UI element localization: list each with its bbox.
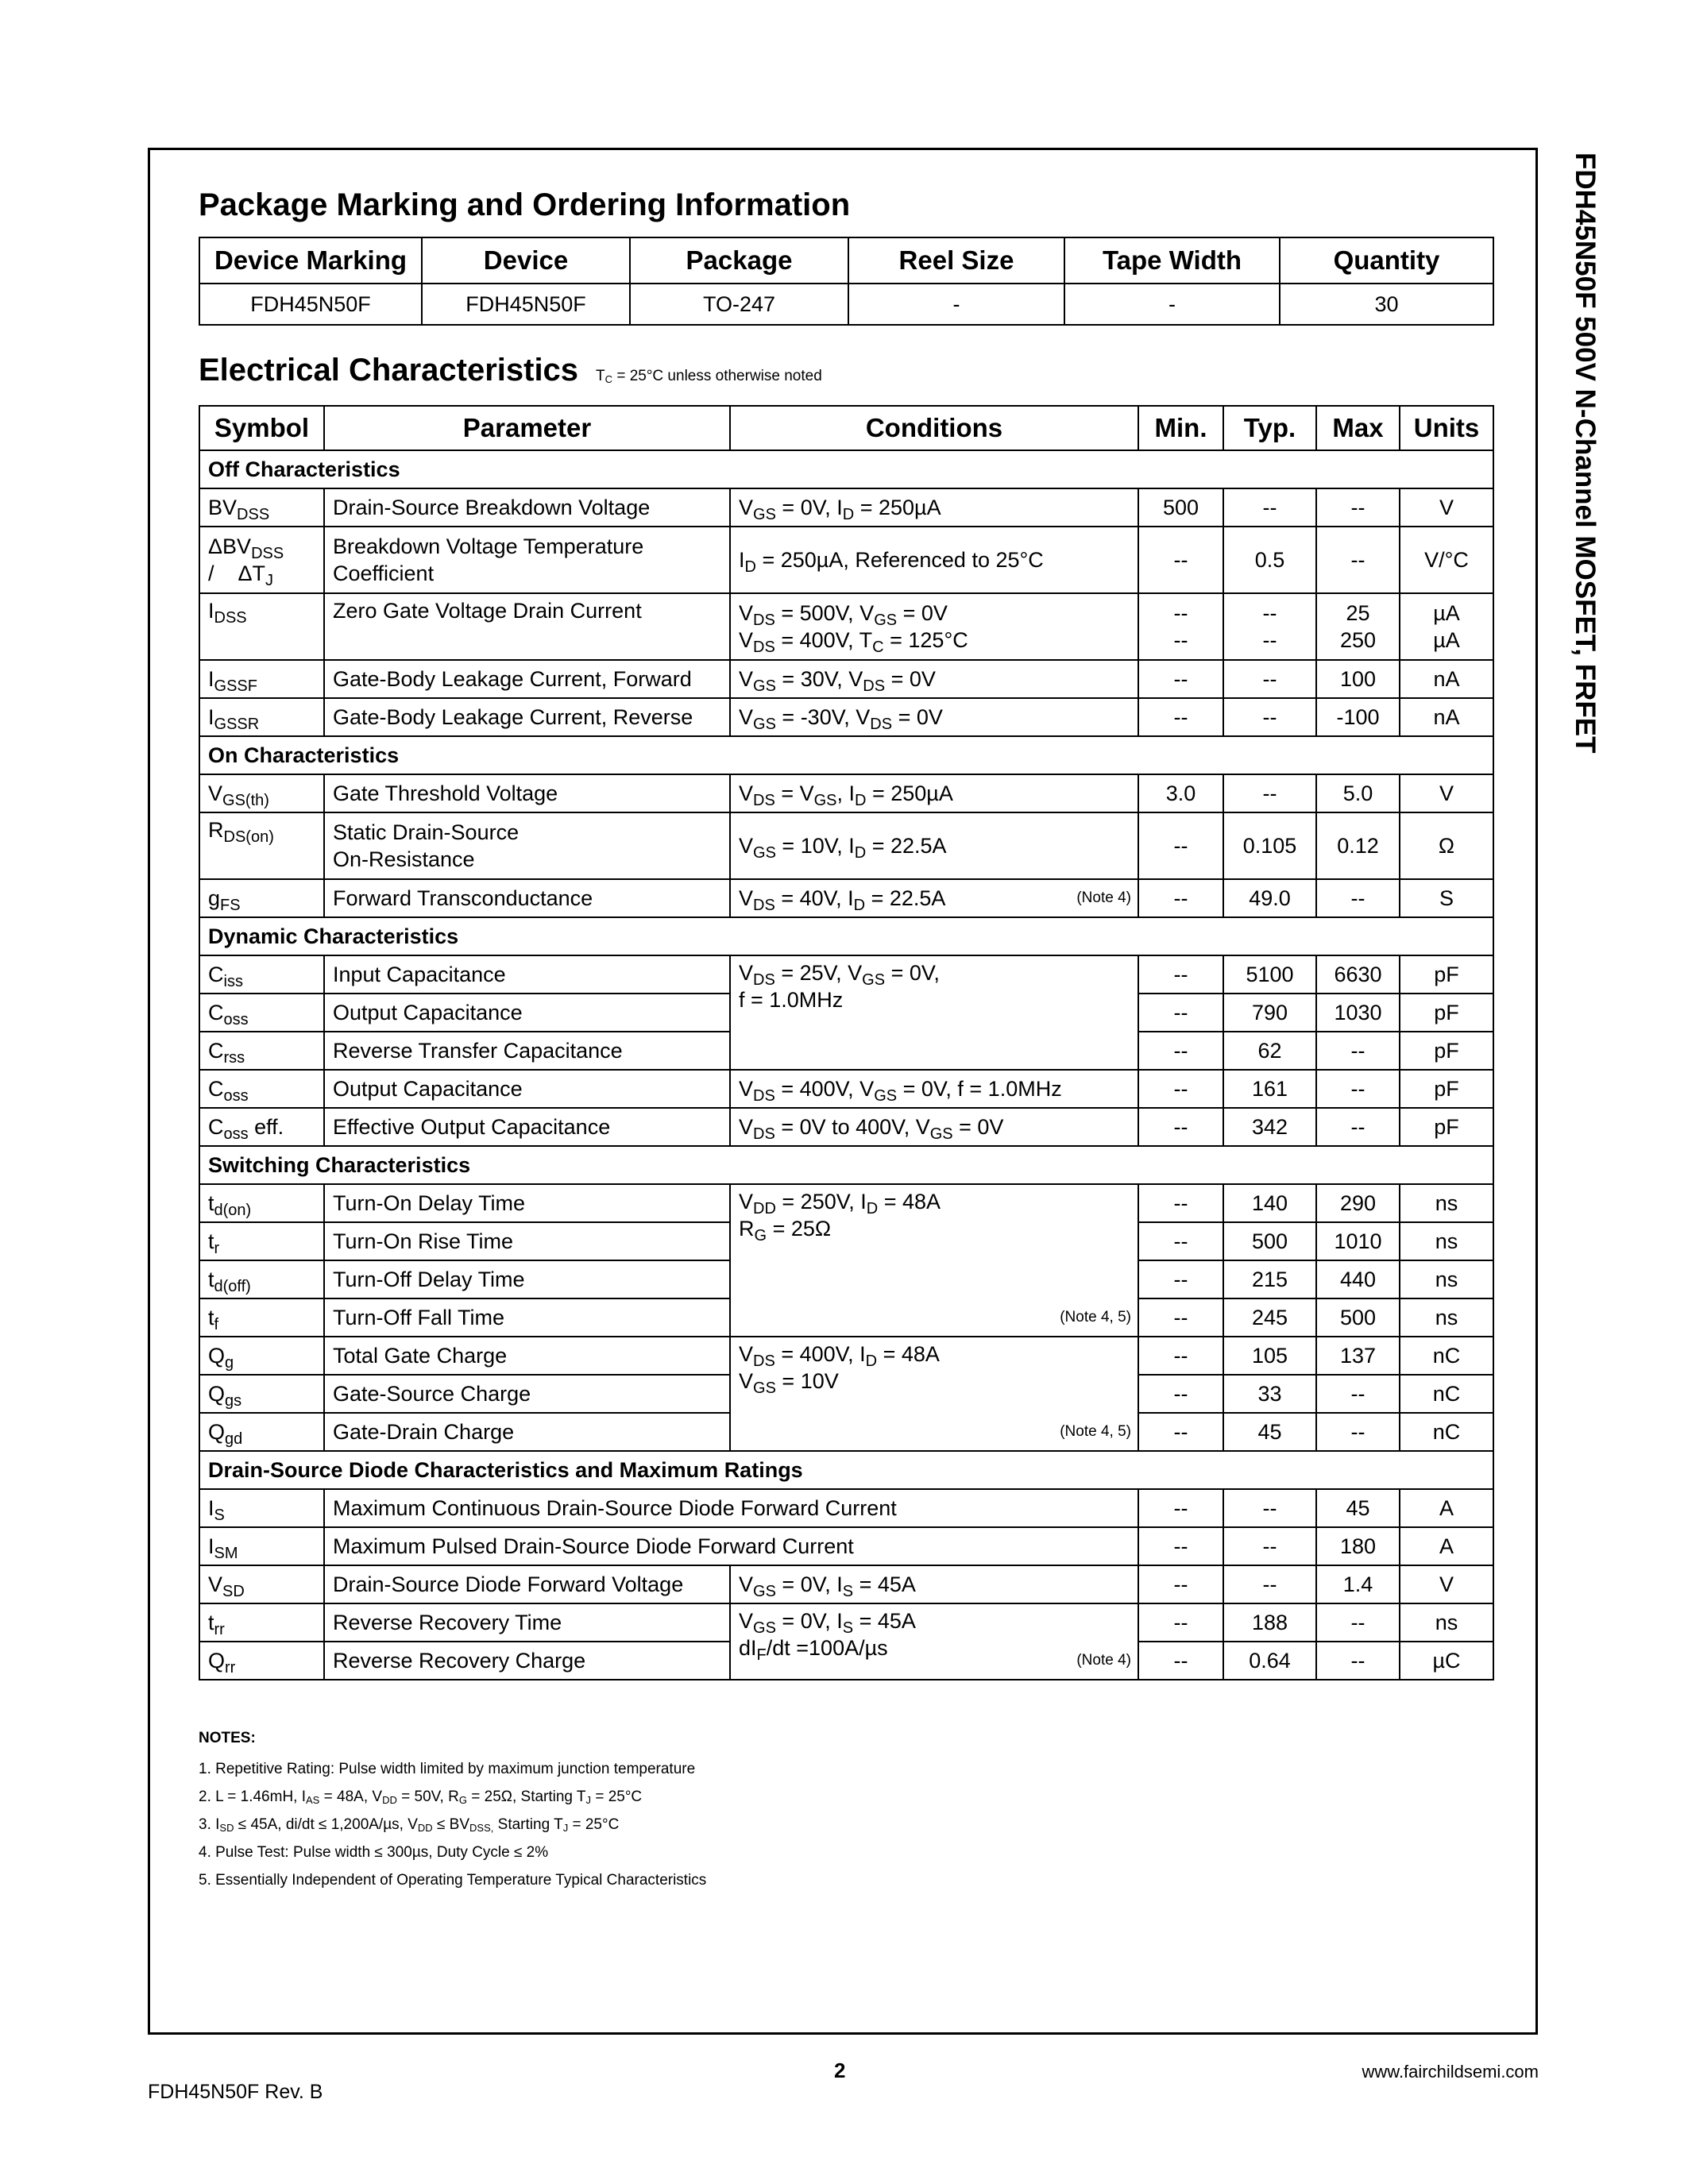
header-conditions: Conditions	[730, 406, 1138, 450]
table-row	[199, 660, 1493, 698]
min-cell: 3.0	[1138, 774, 1223, 812]
max-cell: 6630	[1316, 955, 1400, 994]
typ-cell: --	[1223, 1489, 1316, 1527]
cond-cell: $V_{GS} = 0V$, $I_S = 45A$ $dI_F/dt =100A/\mu s$ (Note 4)	[730, 1603, 1138, 1680]
table-row	[199, 1527, 1493, 1565]
cell-tape-width: -	[1064, 284, 1280, 325]
typ-cell: 0.5	[1223, 527, 1316, 593]
min-cell: --	[1138, 1413, 1223, 1451]
symbol-qgd: $Q_{gd}$	[199, 1413, 324, 1451]
param-cell: Turn-Off Delay Time	[324, 1260, 730, 1298]
param-cell: Breakdown Voltage Temperature Coefficient	[324, 527, 730, 593]
unit-cell: A	[1400, 1527, 1493, 1565]
param-cell: Gate-Drain Charge	[324, 1413, 730, 1451]
max-cell: 25 250	[1316, 593, 1400, 660]
typ-cell: 0.105	[1223, 812, 1316, 879]
header-device-marking: Device Marking	[199, 237, 422, 284]
param-cell: Reverse Recovery Time	[324, 1603, 730, 1642]
max-cell: 500	[1316, 1298, 1400, 1337]
symbol-rdson: $R_{DS(on)}$	[199, 812, 324, 879]
table-row	[199, 527, 1493, 593]
min-cell: --	[1138, 660, 1223, 698]
min-cell: -- --	[1138, 593, 1223, 660]
symbol-crss: $C_{rss}$	[199, 1032, 324, 1070]
header-parameter: Parameter	[324, 406, 730, 450]
typ-cell: 215	[1223, 1260, 1316, 1298]
max-cell: 440	[1316, 1260, 1400, 1298]
typ-cell: 0.64	[1223, 1642, 1316, 1680]
unit-cell: V	[1400, 488, 1493, 527]
unit-cell: pF	[1400, 994, 1493, 1032]
cond-cell: $V_{DS} = 25V$, $V_{GS} = 0V$, f = 1.0MHz	[730, 955, 1138, 1070]
symbol-vsd: $V_{SD}$	[199, 1565, 324, 1603]
param-cell: Input Capacitance	[324, 955, 730, 994]
category-row	[199, 450, 1493, 488]
footer-revision: FDH45N50F Rev. B	[148, 2081, 323, 2103]
typ-cell: --	[1223, 1565, 1316, 1603]
param-cell: Zero Gate Voltage Drain Current	[324, 593, 730, 660]
max-cell: --	[1316, 1070, 1400, 1108]
min-cell: --	[1138, 1603, 1223, 1642]
typ-cell: 342	[1223, 1108, 1316, 1146]
cell-package: TO-247	[630, 284, 848, 325]
cond-cell: $V_{GS} = 30V$, $V_{DS} = 0V$	[730, 660, 1138, 698]
param-cell: Turn-On Rise Time	[324, 1222, 730, 1260]
note-tag: (Note 4, 5)	[1060, 1309, 1131, 1325]
symbol-gfs: $g_{FS}$	[199, 879, 324, 917]
table-row	[199, 488, 1493, 527]
header-reel-size: Reel Size	[848, 237, 1064, 284]
unit-cell: pF	[1400, 955, 1493, 994]
param-cell: Drain-Source Breakdown Voltage	[324, 488, 730, 527]
unit-cell: nC	[1400, 1375, 1493, 1413]
min-cell: 500	[1138, 488, 1223, 527]
min-cell: --	[1138, 1222, 1223, 1260]
symbol-coss-eff: $C_{oss}$ eff.	[199, 1108, 324, 1146]
unit-cell: nA	[1400, 698, 1493, 736]
symbol-tr: $t_r$	[199, 1222, 324, 1260]
max-cell: 137	[1316, 1337, 1400, 1375]
symbol-tdon: $t_{d(on)}$	[199, 1184, 324, 1222]
max-cell: -100	[1316, 698, 1400, 736]
cell-device: FDH45N50F	[422, 284, 630, 325]
unit-cell: pF	[1400, 1032, 1493, 1070]
typ-cell: 5100	[1223, 955, 1316, 994]
cell-reel-size: -	[848, 284, 1064, 325]
category-row	[199, 1451, 1493, 1489]
min-cell: --	[1138, 1337, 1223, 1375]
unit-cell: µA µA	[1400, 593, 1493, 660]
page-number: 2	[834, 2059, 846, 2082]
param-cell: Output Capacitance	[324, 1070, 730, 1108]
table-row	[199, 774, 1493, 812]
table-row	[199, 1108, 1493, 1146]
min-cell: --	[1138, 994, 1223, 1032]
table-row	[199, 593, 1493, 660]
param-cell: Total Gate Charge	[324, 1337, 730, 1375]
max-cell: --	[1316, 1413, 1400, 1451]
table-row	[199, 1184, 1493, 1222]
symbol-qgs: $Q_{gs}$	[199, 1375, 324, 1413]
symbol-dbvdss: $\Delta BV_{DSS}$ / $\Delta T_J$	[199, 527, 324, 593]
unit-cell: V	[1400, 1565, 1493, 1603]
cond-cell: $I_D = 250\mu A$, Referenced to 25°C	[730, 527, 1138, 593]
header-symbol: Symbol	[199, 406, 324, 450]
typ-cell: 140	[1223, 1184, 1316, 1222]
typ-cell: 500	[1223, 1222, 1316, 1260]
min-cell: --	[1138, 1032, 1223, 1070]
symbol-bvdss: $BV_{DSS}$	[199, 488, 324, 527]
cond-cell: $V_{GS} = -30V$, $V_{DS} = 0V$	[730, 698, 1138, 736]
min-cell: --	[1138, 1070, 1223, 1108]
note-5: 5. Essentially Independent of Operating Temperature Typical Characteristics	[199, 1872, 707, 1889]
max-cell: --	[1316, 1108, 1400, 1146]
note-3: 3. $I_{SD} \le 45A$, di/dt ≤ 1,200A/µs, $V_{DD} \le BV_{DSS,}$ Starting $T_J = 25^\circ C$	[199, 1816, 620, 1834]
table-row	[199, 698, 1493, 736]
param-cell: Gate-Body Leakage Current, Reverse	[324, 698, 730, 736]
unit-cell: Ω	[1400, 812, 1493, 879]
symbol-igssr: $I_{GSSR}$	[199, 698, 324, 736]
ordering-table	[199, 237, 1494, 326]
table-row	[199, 812, 1493, 879]
unit-cell: S	[1400, 879, 1493, 917]
footer-url-link[interactable]: www.fairchildsemi.com	[1362, 2062, 1539, 2082]
typ-cell: 33	[1223, 1375, 1316, 1413]
param-cell: Maximum Continuous Drain-Source Diode Forward Current	[324, 1489, 1138, 1527]
param-cell: Output Capacitance	[324, 994, 730, 1032]
cond-cell: $V_{DS} = 400V$, $V_{GS} = 0V$, f = 1.0MHz	[730, 1070, 1138, 1108]
category-row	[199, 736, 1493, 774]
typ-cell: 105	[1223, 1337, 1316, 1375]
typ-cell: --	[1223, 1527, 1316, 1565]
symbol-is: $I_S$	[199, 1489, 324, 1527]
note-2: 2. L = 1.46mH, $I_{AS} = 48A$, $V_{DD} = 50V$, $R_G = 25\Omega$, Starting $T_J = 25^\circ C$	[199, 1788, 643, 1806]
side-title	[1569, 152, 1601, 1121]
max-cell: 1030	[1316, 994, 1400, 1032]
max-cell: 100	[1316, 660, 1400, 698]
cond-cell: $V_{DS} = 40V$, $I_D = 22.5A$ (Note 4)	[730, 879, 1138, 917]
typ-cell: 49.0	[1223, 879, 1316, 917]
typ-cell: 790	[1223, 994, 1316, 1032]
electrical-section-title	[199, 353, 822, 388]
symbol-tf: $t_f$	[199, 1298, 324, 1337]
side-title-text: FDH45N50F 500V N-Channel MOSFET, FRFET	[1570, 152, 1601, 754]
cell-device-marking: FDH45N50F	[199, 284, 422, 325]
table-row	[199, 879, 1493, 917]
header-quantity: Quantity	[1280, 237, 1493, 284]
typ-cell: --	[1223, 774, 1316, 812]
min-cell: --	[1138, 879, 1223, 917]
unit-cell: nC	[1400, 1413, 1493, 1451]
typ-cell: 188	[1223, 1603, 1316, 1642]
symbol-trr: $t_{rr}$	[199, 1603, 324, 1642]
param-cell: Gate Threshold Voltage	[324, 774, 730, 812]
header-device: Device	[422, 237, 630, 284]
table-row	[199, 1489, 1493, 1527]
min-cell: --	[1138, 698, 1223, 736]
header-max: Max	[1316, 406, 1400, 450]
note-tag: (Note 4, 5)	[1060, 1423, 1131, 1440]
max-cell: 1.4	[1316, 1565, 1400, 1603]
min-cell: --	[1138, 1298, 1223, 1337]
ordering-row	[199, 284, 1493, 325]
table-row	[199, 955, 1493, 994]
min-cell: --	[1138, 1108, 1223, 1146]
cond-cell: $V_{DS} = 0V$ to 400V, $V_{GS} = 0V$	[730, 1108, 1138, 1146]
unit-cell: ns	[1400, 1222, 1493, 1260]
category-switching: Switching Characteristics	[199, 1146, 1493, 1184]
table-row	[199, 1603, 1493, 1642]
unit-cell: V	[1400, 774, 1493, 812]
symbol-ism: $I_{SM}$	[199, 1527, 324, 1565]
min-cell: --	[1138, 527, 1223, 593]
typ-cell: 245	[1223, 1298, 1316, 1337]
note-tag: (Note 4)	[1076, 1652, 1131, 1669]
max-cell: --	[1316, 1375, 1400, 1413]
unit-cell: V/°C	[1400, 527, 1493, 593]
electrical-header-row	[199, 406, 1493, 450]
min-cell: --	[1138, 1375, 1223, 1413]
cond-cell: $V_{GS} = 0V$, $I_D = 250\mu A$	[730, 488, 1138, 527]
symbol-qg: $Q_g$	[199, 1337, 324, 1375]
max-cell: --	[1316, 1642, 1400, 1680]
electrical-title-text: Electrical Characteristics	[199, 353, 579, 388]
param-cell: Gate-Body Leakage Current, Forward	[324, 660, 730, 698]
param-cell: Reverse Recovery Charge	[324, 1642, 730, 1680]
symbol-coss: $C_{oss}$	[199, 994, 324, 1032]
symbol-ciss: $C_{iss}$	[199, 955, 324, 994]
typ-cell: 45	[1223, 1413, 1316, 1451]
typ-cell: 161	[1223, 1070, 1316, 1108]
header-package: Package	[630, 237, 848, 284]
table-row	[199, 1070, 1493, 1108]
min-cell: --	[1138, 1527, 1223, 1565]
cell-quantity: 30	[1280, 284, 1493, 325]
min-cell: --	[1138, 1489, 1223, 1527]
max-cell: 5.0	[1316, 774, 1400, 812]
electrical-table	[199, 405, 1494, 1680]
unit-cell: nC	[1400, 1337, 1493, 1375]
max-cell: 45	[1316, 1489, 1400, 1527]
unit-cell: µC	[1400, 1642, 1493, 1680]
symbol-coss-2: $C_{oss}$	[199, 1070, 324, 1108]
typ-cell: --	[1223, 698, 1316, 736]
cond-cell: $V_{DD} = 250V$, $I_D = 48A$ $R_G = 25\Omega$ (Note 4, 5)	[730, 1184, 1138, 1337]
category-row	[199, 1146, 1493, 1184]
max-cell: --	[1316, 488, 1400, 527]
symbol-igssf: $I_{GSSF}$	[199, 660, 324, 698]
symbol-idss: $I_{DSS}$	[199, 593, 324, 660]
category-row	[199, 917, 1493, 955]
header-min: Min.	[1138, 406, 1223, 450]
note-4: 4. Pulse Test: Pulse width ≤ 300µs, Duty Cycle ≤ 2%	[199, 1844, 549, 1861]
max-cell: --	[1316, 1032, 1400, 1070]
max-cell: 180	[1316, 1527, 1400, 1565]
unit-cell: pF	[1400, 1108, 1493, 1146]
max-cell: --	[1316, 527, 1400, 593]
max-cell: 290	[1316, 1184, 1400, 1222]
cond-cell: $V_{DS} = 500V$, $V_{GS} = 0V$ $V_{DS} = 400V$, $T_C = 125^\circ C$	[730, 593, 1138, 660]
min-cell: --	[1138, 1565, 1223, 1603]
min-cell: --	[1138, 955, 1223, 994]
notes-section	[199, 1730, 1470, 1894]
symbol-vgsth: $V_{GS(th)}$	[199, 774, 324, 812]
ordering-header-row	[199, 237, 1493, 284]
notes-heading: NOTES:	[199, 1730, 256, 1746]
typ-cell: --	[1223, 488, 1316, 527]
max-cell: --	[1316, 1603, 1400, 1642]
param-cell: Gate-Source Charge	[324, 1375, 730, 1413]
unit-cell: ns	[1400, 1260, 1493, 1298]
typ-cell: -- --	[1223, 593, 1316, 660]
min-cell: --	[1138, 1184, 1223, 1222]
typ-cell: 62	[1223, 1032, 1316, 1070]
cond-cell: $V_{GS} = 10V$, $I_D = 22.5A$	[730, 812, 1138, 879]
header-typ: Typ.	[1223, 406, 1316, 450]
cond-cell: $V_{DS} = 400V$, $I_D = 48A$ $V_{GS} = 10V$ (Note 4, 5)	[730, 1337, 1138, 1451]
symbol-tdoff: $t_{d(off)}$	[199, 1260, 324, 1298]
header-units: Units	[1400, 406, 1493, 450]
note-1: 1. Repetitive Rating: Pulse width limited by maximum junction temperature	[199, 1761, 696, 1777]
unit-cell: nA	[1400, 660, 1493, 698]
category-diode: Drain-Source Diode Characteristics and Maximum Ratings	[199, 1451, 1493, 1489]
param-cell: Maximum Pulsed Drain-Source Diode Forward Current	[324, 1527, 1138, 1565]
unit-cell: ns	[1400, 1603, 1493, 1642]
category-dynamic: Dynamic Characteristics	[199, 917, 1493, 955]
cond-cell: $V_{GS} = 0V$, $I_S = 45A$	[730, 1565, 1138, 1603]
category-off: Off Characteristics	[199, 450, 1493, 488]
param-cell: Forward Transconductance	[324, 879, 730, 917]
max-cell: 0.12	[1316, 812, 1400, 879]
unit-cell: A	[1400, 1489, 1493, 1527]
min-cell: --	[1138, 1642, 1223, 1680]
min-cell: --	[1138, 1260, 1223, 1298]
param-cell: Turn-On Delay Time	[324, 1184, 730, 1222]
min-cell: --	[1138, 812, 1223, 879]
electrical-subtitle: $T_C = 25^\circ C$ unless otherwise noted	[596, 368, 822, 385]
category-on: On Characteristics	[199, 736, 1493, 774]
unit-cell: ns	[1400, 1298, 1493, 1337]
param-cell: Drain-Source Diode Forward Voltage	[324, 1565, 730, 1603]
cond-cell: $V_{DS} = V_{GS}$, $I_D = 250\mu A$	[730, 774, 1138, 812]
param-cell: Turn-Off Fall Time	[324, 1298, 730, 1337]
note-tag: (Note 4)	[1076, 889, 1131, 906]
param-cell: Static Drain-Source On-Resistance	[324, 812, 730, 879]
unit-cell: ns	[1400, 1184, 1493, 1222]
ordering-section-title: Package Marking and Ordering Information	[199, 187, 851, 222]
max-cell: --	[1316, 879, 1400, 917]
param-cell: Reverse Transfer Capacitance	[324, 1032, 730, 1070]
table-row	[199, 1337, 1493, 1375]
typ-cell: --	[1223, 660, 1316, 698]
unit-cell: pF	[1400, 1070, 1493, 1108]
symbol-qrr: $Q_{rr}$	[199, 1642, 324, 1680]
header-tape-width: Tape Width	[1064, 237, 1280, 284]
max-cell: 1010	[1316, 1222, 1400, 1260]
param-cell: Effective Output Capacitance	[324, 1108, 730, 1146]
table-row	[199, 1565, 1493, 1603]
